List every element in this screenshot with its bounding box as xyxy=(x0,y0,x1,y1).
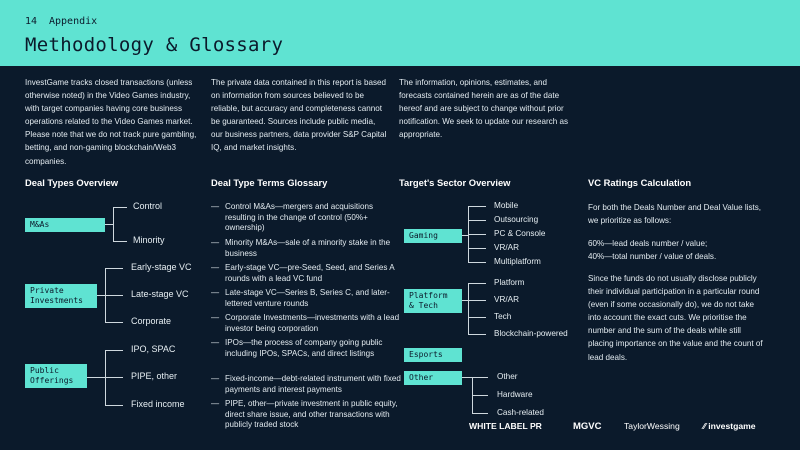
glossary-item-text: PIPE, other—private investment in public equity, direct share issue, and other transactions with publicly traded stock xyxy=(225,399,398,430)
connector xyxy=(472,395,488,396)
connector xyxy=(468,300,486,301)
connector xyxy=(468,283,486,284)
connector xyxy=(468,206,486,207)
sector-vr-ar-tech: VR/AR xyxy=(494,295,520,304)
investgame-mark-icon: ⁄⁄ xyxy=(703,421,709,431)
sector-hardware: Hardware xyxy=(497,390,533,399)
intro-paragraph-2: The private data contained in this report is based on information from sources believed to be reliable, but accuracy and completeness cannot be guaranteed. Sources include public media, our business partners, data provider S&P Capital IQ, and market insights. xyxy=(211,78,387,153)
deal-types-heading: Deal Types Overview xyxy=(25,177,119,188)
intro-paragraph-3: The information, opinions, estimates, and forecasts contained herein are as of the date hereof and are subject to change without prior notification. We seek to update our research as appropriate. xyxy=(399,78,569,140)
page-number: 14 xyxy=(25,16,38,27)
glossary-heading: Deal Type Terms Glossary xyxy=(211,177,328,188)
list-dash: — xyxy=(211,313,220,322)
connector xyxy=(468,220,486,221)
tag-platform-tech-label: Platform & Tech xyxy=(409,291,448,310)
header-band xyxy=(0,0,800,66)
deal-type-corporate: Corporate xyxy=(131,316,172,326)
sector-pc-console: PC & Console xyxy=(494,229,546,238)
sector-blockchain-powered: Blockchain-powered xyxy=(494,329,568,338)
tag-other: Other xyxy=(404,371,462,385)
logo-investgame-text: investgame xyxy=(708,421,756,431)
connector xyxy=(105,295,123,296)
glossary-item xyxy=(211,338,401,359)
tag-private-investments xyxy=(25,284,97,308)
vc-intro-text: For both the Deals Number and Deal Value lists, we prioritize as follows: xyxy=(588,203,762,226)
tag-esports: Esports xyxy=(404,348,462,362)
connector xyxy=(468,334,486,335)
glossary-item-text: Late-stage VC—Series B, Series C, and later-lettered venture rounds xyxy=(225,288,390,308)
glossary-item-text: Corporate Investments—investments with a lead investor being corporation xyxy=(225,313,400,333)
logo-taylorwessing: TaylorWessing xyxy=(624,421,680,431)
connector xyxy=(105,224,113,225)
connector xyxy=(113,241,127,242)
connector xyxy=(105,377,123,378)
tag-private-investments-label: Private Investments xyxy=(30,286,83,305)
glossary-item-text: Minority M&As—sale of a minority stake in the business xyxy=(225,238,391,258)
logo-investgame xyxy=(703,421,756,431)
sector-other: Other xyxy=(497,372,518,381)
vc-weight-lead: 60%—lead deals number / value; xyxy=(588,239,708,248)
glossary-item-text: Early-stage VC—pre-Seed, Seed, and Series A rounds with a lead VC fund xyxy=(225,263,395,283)
glossary-item-text: Fixed-income—debt-related instrument with fixed payments and interest payments xyxy=(225,374,401,394)
list-dash: — xyxy=(211,263,220,272)
connector xyxy=(105,405,123,406)
section-label: Appendix xyxy=(49,16,98,27)
list-dash: — xyxy=(211,399,220,408)
connector xyxy=(113,207,127,208)
sector-tech: Tech xyxy=(494,312,512,321)
tag-public-offerings xyxy=(25,364,87,388)
tag-mas: M&As xyxy=(25,218,105,232)
connector xyxy=(472,413,488,414)
sector-outsourcing: Outsourcing xyxy=(494,215,539,224)
list-dash: — xyxy=(211,374,220,383)
deal-type-pipe-other: PIPE, other xyxy=(131,371,178,381)
glossary-item xyxy=(211,202,401,234)
connector xyxy=(468,234,486,235)
sectors-heading: Target's Sector Overview xyxy=(399,177,511,188)
page-title: Methodology & Glossary xyxy=(25,34,284,56)
vc-heading: VC Ratings Calculation xyxy=(588,177,692,188)
connector xyxy=(113,207,114,242)
deal-type-late-stage-vc: Late-stage VC xyxy=(131,289,189,299)
intro-paragraph-1: InvestGame tracks closed transactions (unless otherwise noted) in the Video Games industry, with target companies having core business operations related to the Video Games market. Please note that we do not track pure gambling, betting, and non-gaming blockchain/Web3 companies. xyxy=(25,78,197,166)
connector xyxy=(468,248,486,249)
connector xyxy=(462,377,472,378)
glossary-item-text: Control M&As—mergers and acquisitions resulting in the change of control (50%+ ownership) xyxy=(225,202,373,233)
tag-platform-tech xyxy=(404,289,462,313)
tag-public-offerings-label: Public Offerings xyxy=(30,366,74,385)
connector xyxy=(105,350,106,406)
glossary-item xyxy=(211,288,401,309)
glossary-item xyxy=(211,313,401,334)
logo-mgvc: MGVC xyxy=(573,421,602,432)
glossary-item xyxy=(211,399,401,431)
sector-cash-related: Cash-related xyxy=(497,408,544,417)
list-dash: — xyxy=(211,338,220,347)
list-dash: — xyxy=(211,202,220,211)
connector xyxy=(105,268,123,269)
deal-type-early-stage-vc: Early-stage VC xyxy=(131,262,192,272)
glossary-item xyxy=(211,238,401,259)
deal-type-control: Control xyxy=(133,201,163,211)
logo-white-label-pr: WHITE LABEL PR xyxy=(469,421,542,431)
glossary-item-text: IPOs—the process of company going public including IPOs, SPACs, and direct listings xyxy=(225,338,383,358)
connector xyxy=(105,350,123,351)
glossary-item xyxy=(211,263,401,284)
vc-explanation: Since the funds do not usually disclose publicly their individual participation in a particular round (even if some occasionally do), we do not take into account the exact cuts. We prioritise the number and the sum of the deals while still placing importance on the value and the count of lead deals. xyxy=(588,274,763,362)
connector xyxy=(472,377,488,378)
connector xyxy=(87,377,105,378)
deal-type-ipo-spac: IPO, SPAC xyxy=(131,344,176,354)
deal-type-minority: Minority xyxy=(133,235,165,245)
glossary-item xyxy=(211,374,401,395)
sector-mobile: Mobile xyxy=(494,201,519,210)
connector xyxy=(468,283,469,335)
list-dash: — xyxy=(211,288,220,297)
list-dash: — xyxy=(211,238,220,247)
deal-type-fixed-income: Fixed income xyxy=(131,399,185,409)
connector xyxy=(468,317,486,318)
sector-multiplatform: Multiplatform xyxy=(494,257,541,266)
vc-weight-total: 40%—total number / value of deals. xyxy=(588,252,717,261)
sector-vr-ar: VR/AR xyxy=(494,243,520,252)
connector xyxy=(105,322,123,323)
sector-platform: Platform xyxy=(494,278,525,287)
connector xyxy=(97,295,105,296)
tag-gaming: Gaming xyxy=(404,229,462,243)
connector xyxy=(468,262,486,263)
